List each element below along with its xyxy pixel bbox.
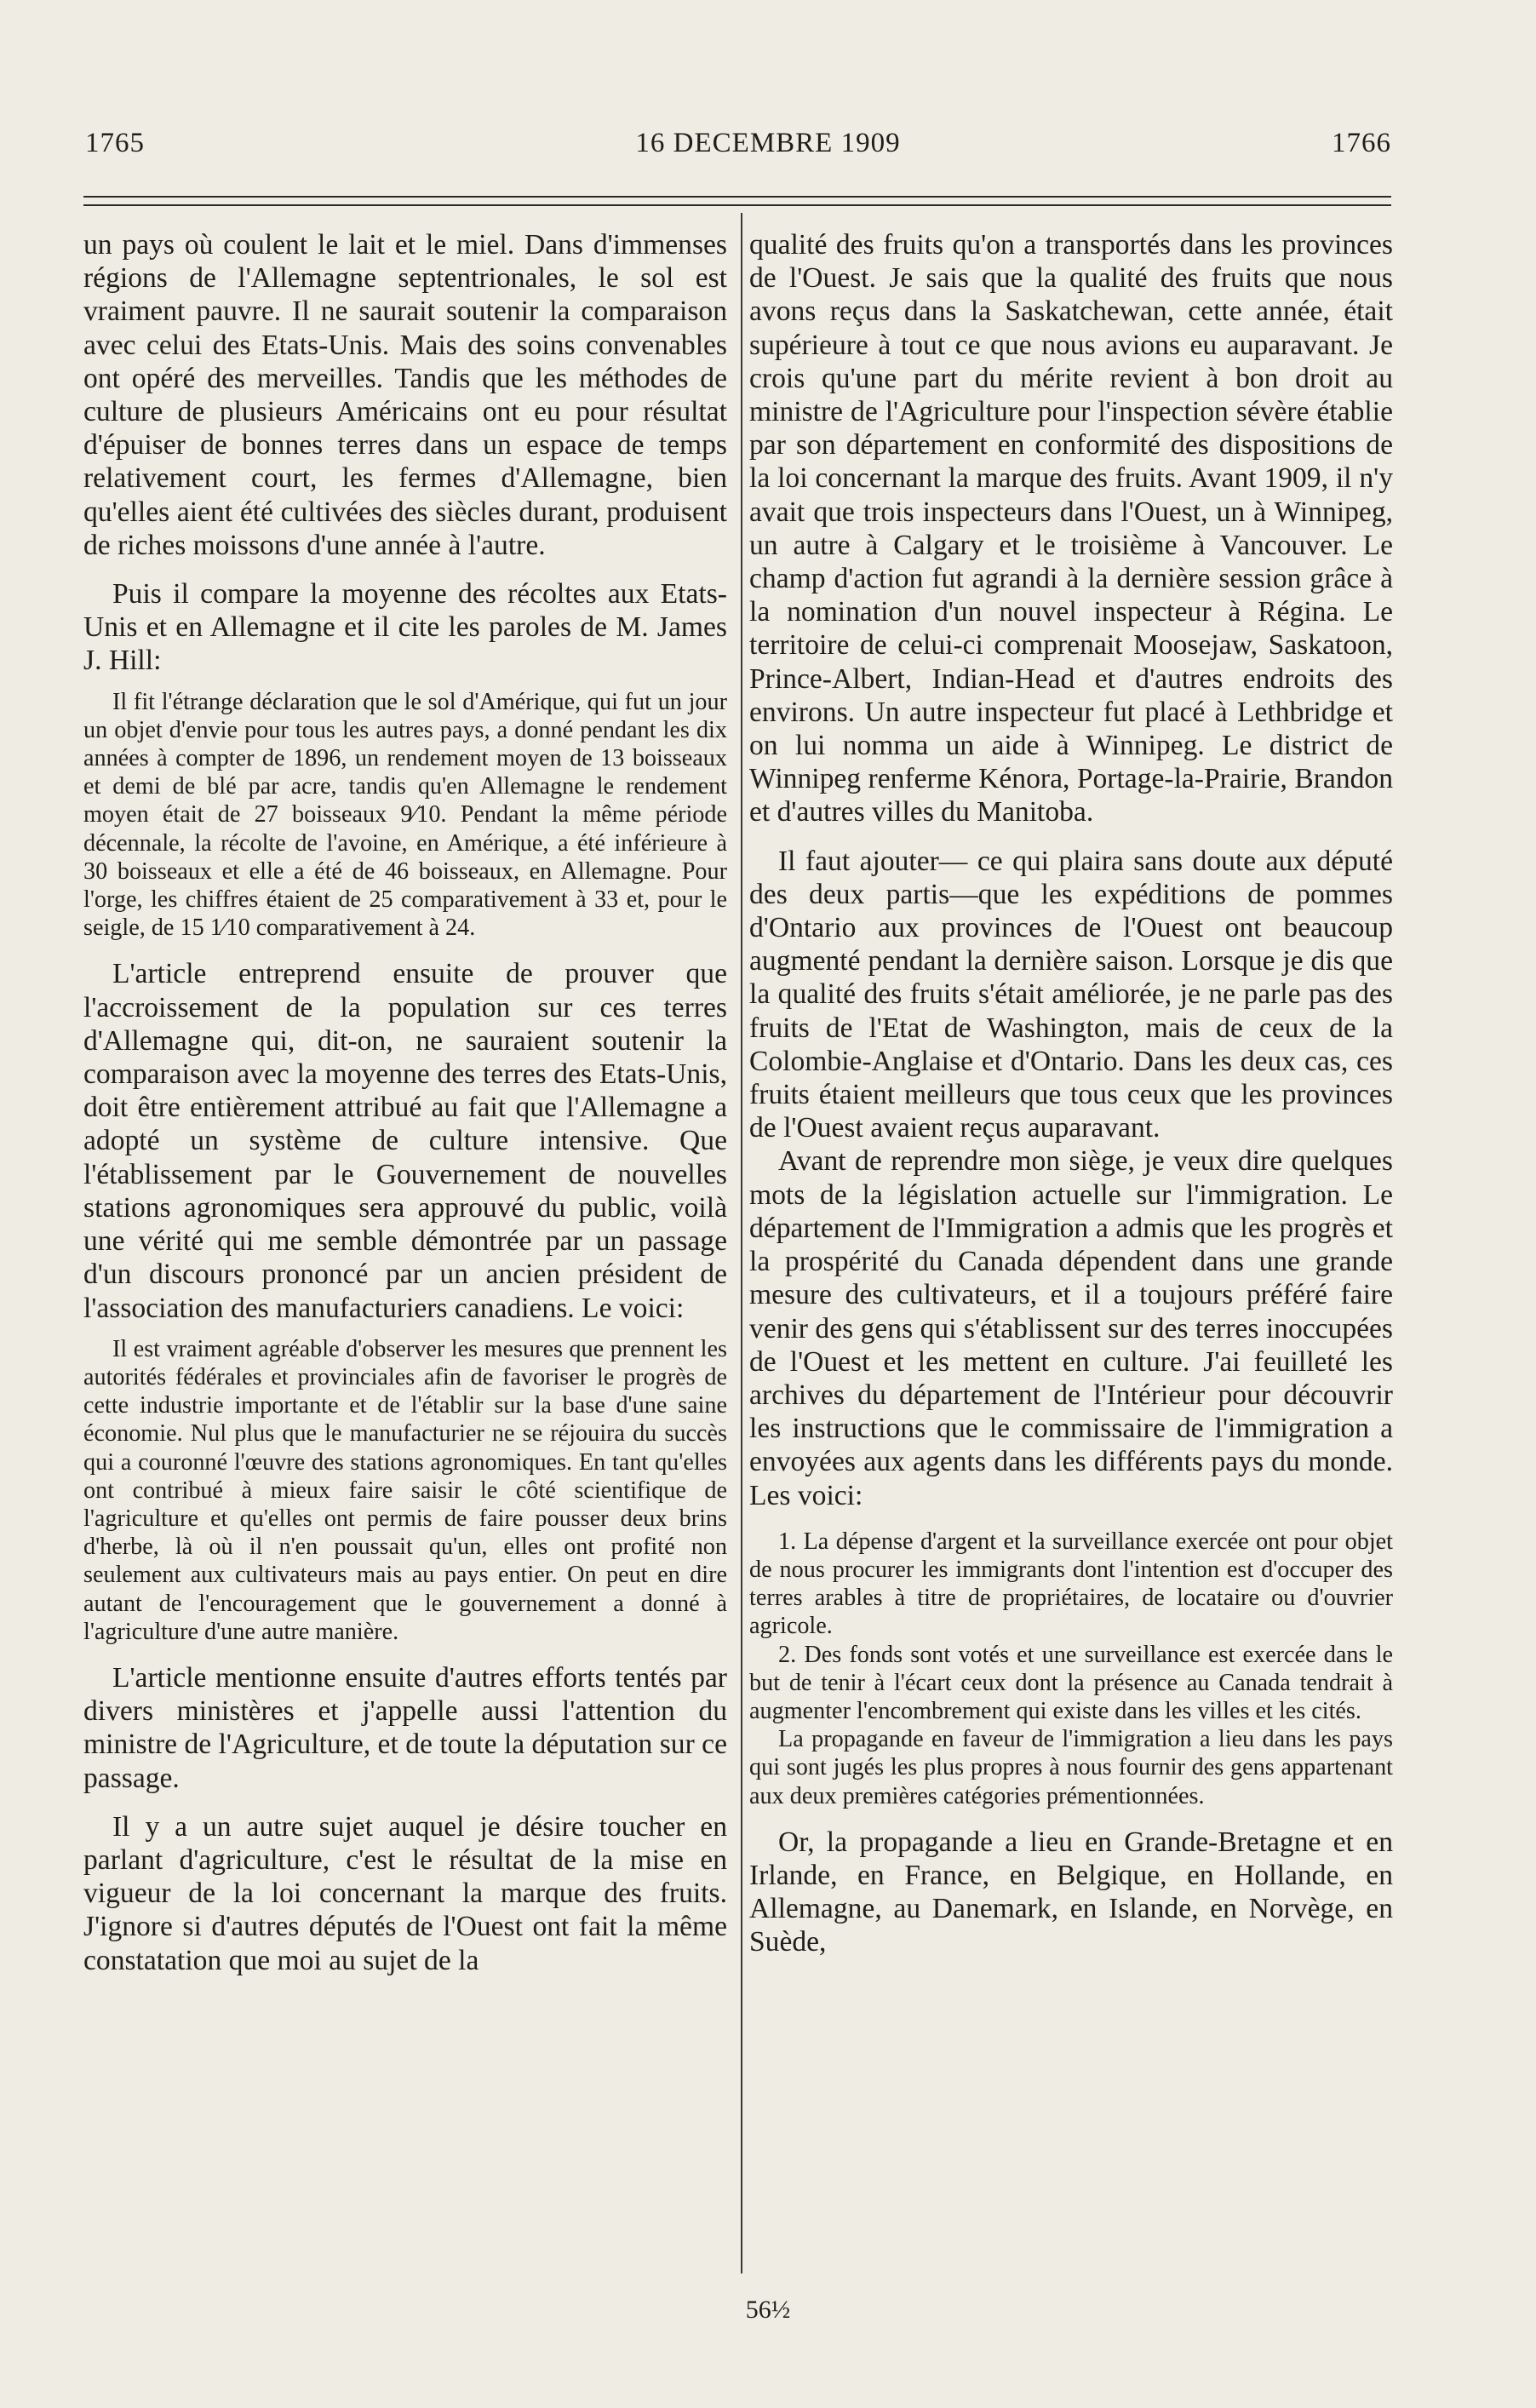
left-paragraph-5: Il y a un autre sujet auquel je désire toucher en parlant d'agriculture, c'est le résultat de la mise en vigueur de la loi concernant la marque des fruits. J'ignore si d'autres députés de l'Ouest ont fait la même constatation que moi au sujet de la — [83, 1810, 727, 1976]
left-quote-1: Il fit l'étrange déclaration que le sol d'Amérique, qui fut un jour un objet d'envie pour tous les autres pays, a donné pendant les dix années à compter de 1896, un rendement moyen de 13 boisseaux et demi de blé par acre, tandis qu'en Allemagne le rendement moyen était de 27 boisseaux 9⁄10. Pendant la même période décennale, la récolte de l'avoine, en Amérique, a été inférieure à 30 boisseaux et elle a été de 46 boisseaux, en Allemagne. Pour l'orge, les chiffres étaient de 25 comparativement à 33 et, pour le seigle, de 15 1⁄10 comparativement à 24. — [83, 688, 727, 942]
right-column — [749, 228, 1393, 1959]
right-quote-2: 2. Des fonds sont votés et une surveillance est exercée dans le but de tenir à l'écart ceux dont la présence au Canada tendrait à augmenter l'encombrement qui existe dans les villes et les cités. — [749, 1641, 1393, 1724]
right-paragraph-4: Or, la propagande a lieu en Grande-Bretagne et en Irlande, en France, en Belgique, en Hollande, en Allemagne, au Danemark, en Islande, en Norvège, en Suède, — [749, 1826, 1393, 1958]
page-number-right: 1766 — [1332, 128, 1391, 158]
left-paragraph-2: Puis il compare la moyenne des récoltes aux Etats-Unis et en Allemagne et il cite les paroles de M. James J. Hill: — [83, 578, 727, 677]
left-paragraph-1: un pays où coulent le lait et le miel. Dans d'immenses régions de l'Allemagne septentrionales, le sol est vraiment pauvre. Il ne saurait soutenir la comparaison avec celui des Etats-Unis. Mais des soins convenables ont opéré des merveilles. Tandis que les méthodes de culture de plusieurs Américains ont eu pour résultat d'épuiser de bonnes terres dans un espace de temps relativement court, les fermes d'Allemagne, bien qu'elles aient été cultivées des siècles durant, produisent de riches moissons d'une année à l'autre. — [83, 229, 727, 561]
left-column — [83, 228, 727, 1977]
right-paragraph-3: Avant de reprendre mon siège, je veux dire quelques mots de la législation actuelle sur l'immigration. Le département de l'Immigration a admis que les progrès et la prospérité du Canada dépendent dans une grande mesure des cultivateurs, et il a toujours préféré faire venir des gens qui s'établissent sur des terres inoccupées de l'Ouest et les mettent en culture. J'ai feuilleté les archives du département de l'Intérieur pour découvrir les instructions que le commissaire de l'immigration a envoyées aux agents dans les différents pays du monde. Les voici: — [749, 1145, 1393, 1511]
header-rule-top — [83, 196, 1391, 198]
right-paragraph-2: Il faut ajouter— ce qui plaira sans doute aux député des deux partis—que les expéditions de pommes d'Ontario aux provinces de l'Ouest ont beaucoup augmenté pendant la dernière saison. Lorsque je dis que la qualité des fruits s'était améliorée, je ne parle pas des fruits de l'Etat de Washington, mais de ceux de la Colombie-Anglaise et d'Ontario. Dans les deux cas, ces fruits étaient meilleurs que tous ceux que les provinces de l'Ouest avaient reçus auparavant. — [749, 845, 1393, 1144]
left-paragraph-3: L'article entreprend ensuite de prouver que l'accroissement de la population sur ces terres d'Allemagne qui, dit-on, ne sauraient soutenir la comparaison avec la moyenne des terres des Etats-Unis, doit être entièrement attribué au fait que l'Allemagne a adopté un système de culture intensive. Que l'établissement par le Gouvernement de nouvelles stations agronomiques sera approuvé du public, voilà une vérité qui me semble démontrée par un passage d'un discours prononcé par un ancien président de l'association des manufacturiers canadiens. Le voici: — [83, 958, 727, 1324]
left-paragraph-4: L'article mentionne ensuite d'autres efforts tentés par divers ministères et j'appelle aussi l'attention du ministre de l'Agriculture, et de toute la députation sur ce passage. — [83, 1661, 727, 1794]
header-rule-bottom — [83, 204, 1391, 206]
column-divider — [741, 213, 742, 2273]
page-number-left: 1765 — [85, 128, 145, 158]
right-quote-1: 1. La dépense d'argent et la surveillance exercée ont pour objet de nous procurer les immigrants dont l'intention est d'occuper des terres arables à titre de propriétaires, de locataire ou d'ouvrier agricole. — [749, 1528, 1393, 1640]
right-paragraph-1: qualité des fruits qu'on a transportés dans les provinces de l'Ouest. Je sais que la qualité des fruits que nous avons reçus dans la Saskatchewan, cette année, était supérieure à tout ce que nous avions eu auparavant. Je crois qu'une part du mérite revient à bon droit au ministre de l'Agriculture pour l'inspection sévère établie par son département en conformité des dispositions de la loi concernant la marque des fruits. Avant 1909, il n'y avait que trois inspecteurs dans l'Ouest, un à Winnipeg, un autre à Calgary et le troisième à Vancouver. Le champ d'action fut agrandi à la dernière session grâce à la nomination d'un nouvel inspecteur à Régina. Le territoire de celui-ci comprenait Moosejaw, Saskatoon, Prince-Albert, Indian-Head et d'autres endroits des environs. Un autre inspecteur fut placé à Lethbridge et on lui nomma un aide à Winnipeg. Le district de Winnipeg renferme Kénora, Portage-la-Prairie, Brandon et d'autres villes du Manitoba. — [749, 229, 1393, 828]
left-quote-2: Il est vraiment agréable d'observer les mesures que prennent les autorités fédérales et provinciales afin de favoriser le progrès de cette industrie importante et de l'établir sur la base d'une saine économie. Nul plus que le manufacturier ne se réjouira du succès qui a couronné l'œuvre des stations agronomiques. En tant qu'elles ont contribué à mieux faire saisir le côté scientifique de l'agriculture et qu'elles ont permis de faire pousser deux brins d'herbe, là où il n'en poussait qu'un, elles ont profité non seulement aux cultivateurs mais au pays entier. On peut en dire autant de l'encouragement que le gouvernement a donné à l'agriculture d'une autre manière. — [83, 1335, 727, 1645]
signature-mark: 56½ — [745, 2296, 791, 2324]
right-quote-3: La propagande en faveur de l'immigration a lieu dans les pays qui sont jugés les plus propres à nous fournir des gens appartenant aux deux premières catégories prémentionnées. — [749, 1726, 1393, 1809]
page-date: 16 DECEMBRE 1909 — [635, 128, 901, 158]
